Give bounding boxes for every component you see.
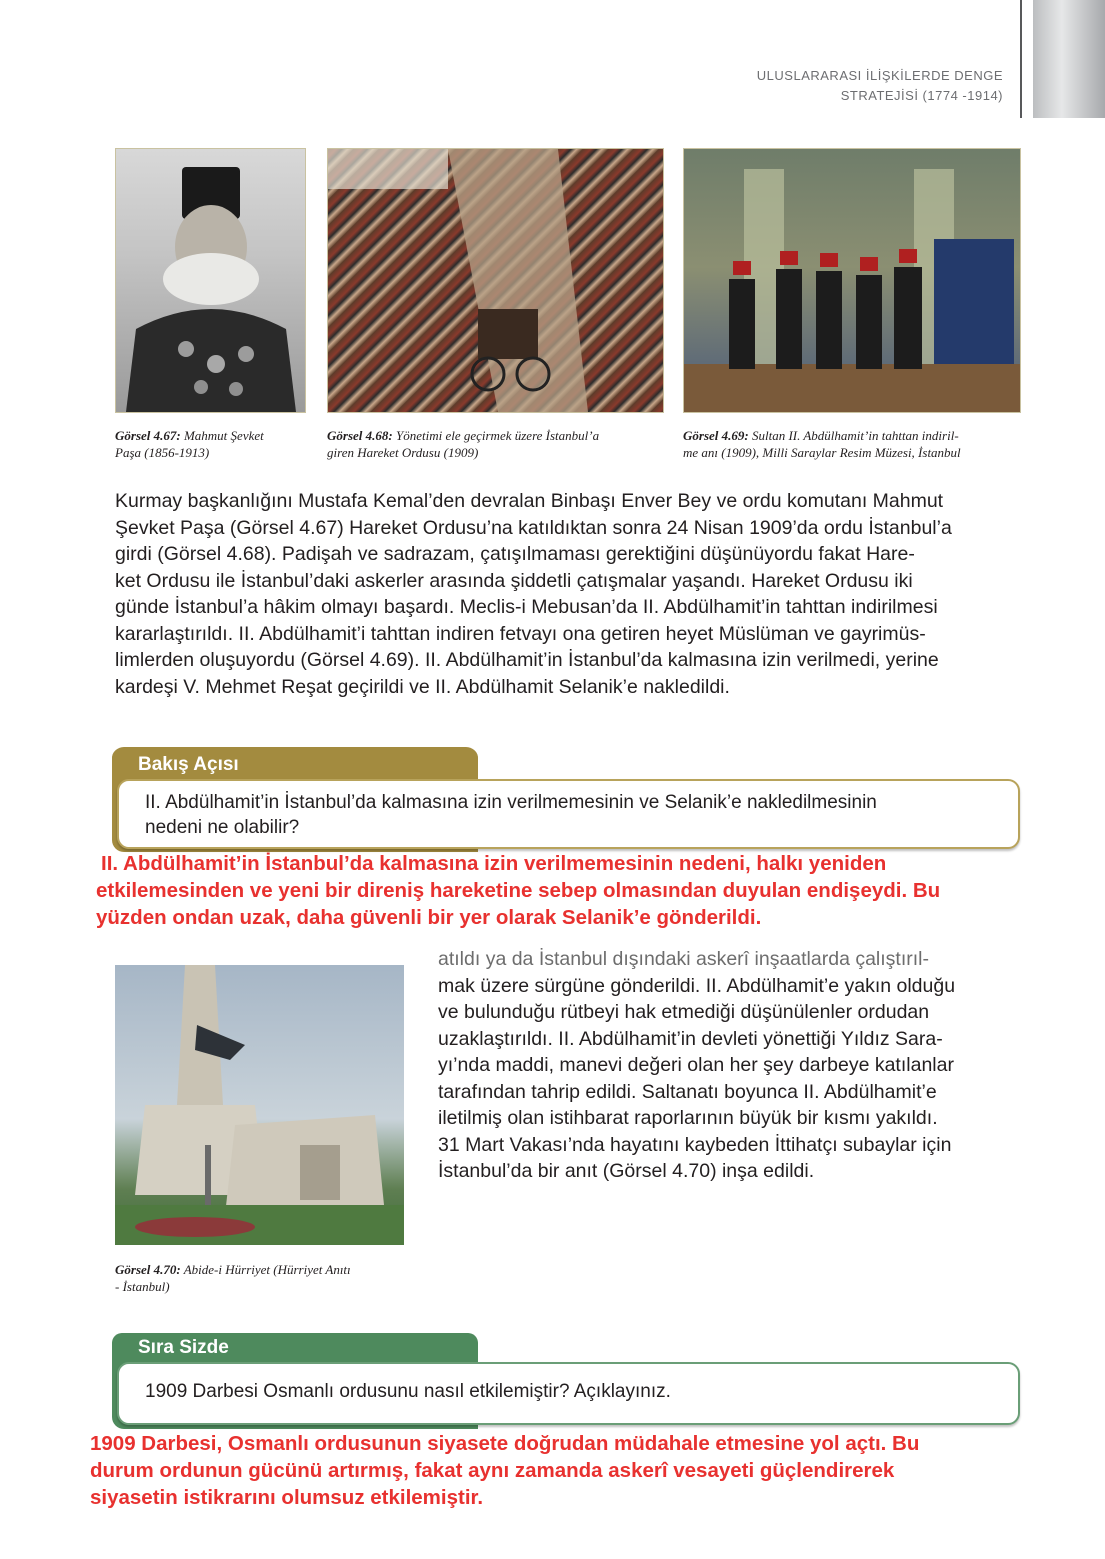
- caption-gorsel-4-70: Görsel 4.70: Abide-i Hürriyet (Hürriyet Anıtı - İstanbul): [115, 1262, 351, 1294]
- main-paragraph-line: kararlaştırıldı. II. Abdülhamit’i tahttan indiren fetvayı ona getiren heyet Müslüman ve gayrimüs-: [115, 622, 926, 645]
- main-paragraph-line: limlerden oluşuyordu (Görsel 4.69). II. Abdülhamit’in İstanbul’da kalmasına izin verilmedi, yerine: [115, 649, 939, 671]
- main-paragraph-line: Kurmay başkanlığını Mustafa Kemal’den devralan Binbaşı Enver Bey ve ordu komutanı Mahmut: [115, 490, 944, 512]
- caption-gorsel-4-69: Görsel 4.69: Sultan II. Abdülhamit’in tahttan indiril- me anı (1909), Milli Saraylar Resim Müzesi, İstanbul: [683, 428, 961, 460]
- caption-gorsel-4-68: Görsel 4.68: Yönetimi ele geçirmek üzere İstanbul’a giren Hareket Ordusu (1909): [327, 428, 600, 460]
- photo-hareket-ordusu: [327, 148, 664, 413]
- side-paragraph-line: İstanbul’da bir anıt (Görsel 4.70) inşa edildi.: [438, 1160, 815, 1182]
- question-line: nedeni ne olabilir?: [145, 817, 300, 838]
- answer-line: etkilemesinden ve yeni bir direniş hareketine sebep olmasından duyulan endişeydi. Bu: [96, 879, 941, 902]
- photo-abdulhamit-indirilis: [683, 148, 1021, 413]
- bakis-acisi-answer: [96, 850, 1036, 931]
- answer-line: 1909 Darbesi, Osmanlı ordusunun siyasete doğrudan müdahale etmesine yol açtı. Bu: [90, 1432, 920, 1455]
- sira-sizde-question: [117, 1362, 1020, 1425]
- question-line: II. Abdülhamit’in İstanbul’da kalmasına izin verilmemesinin ve Selanik’e nakledilmesinin: [145, 792, 877, 813]
- sira-sizde-title: Sıra Sizde: [112, 1333, 478, 1363]
- answer-line: II. Abdülhamit’in İstanbul’da kalmasına izin verilmemesinin nedeni, halkı yeniden: [101, 852, 887, 875]
- bakis-acisi-question: [117, 779, 1020, 849]
- answer-line: siyasetin istikrarını olumsuz etkilemiştir.: [90, 1486, 484, 1509]
- side-paragraph-line: uzaklaştırıldı. II. Abdülhamit’in devleti yönettiği Yıldız Sara-: [438, 1027, 943, 1050]
- answer-line: durum ordunun gücünü artırmış, fakat aynı zamanda askerî vesayeti güçlendirerek: [90, 1459, 895, 1482]
- chapter-title-line1: ULUSLARARASI İLİŞKİLERDE DENGE: [756, 68, 1003, 83]
- side-paragraph-line: mak üzere sürgüne gönderildi. II. Abdülhamit’e yakın olduğu: [438, 974, 956, 997]
- main-paragraph-line: girdi (Görsel 4.68). Padişah ve sadrazam, çatışılmaması gerektiğini düşünüyordu fakat Hare-: [115, 543, 915, 565]
- side-paragraph-line: atıldı ya da İstanbul dışındaki askerî inşaatlarda çalıştırıl-: [438, 948, 929, 970]
- photo-mahmut-sevket-pasa: [115, 148, 306, 413]
- side-paragraph-line: ve bulunduğu rütbeyi hak etmediği düşünülenler ordudan: [438, 1001, 930, 1023]
- side-paragraph-line: tarafından tahrip edildi. Saltanatı boyunca II. Abdülhamit’e: [438, 1080, 937, 1103]
- question-line: 1909 Darbesi Osmanlı ordusunu nasıl etkilemiştir? Açıklayınız.: [145, 1381, 671, 1402]
- bakis-acisi-title: Bakış Açısı: [112, 748, 478, 782]
- sira-sizde-answer: [90, 1430, 1040, 1511]
- side-paragraph-line: iletilmiş olan istihbarat raporlarının büyük bir kısmı yakıldı.: [438, 1107, 938, 1129]
- main-paragraph-line: Şevket Paşa (Görsel 4.67) Hareket Ordusu’na katıldıktan sonra 24 Nisan 1909’da ordu İstanbul’a: [115, 516, 952, 539]
- header-divider: [1020, 0, 1022, 118]
- header-decoration: [1033, 0, 1105, 118]
- main-paragraph: [115, 488, 1021, 700]
- side-paragraph-line: 31 Mart Vakası’nda hayatını kaybeden İttihatçı subaylar için: [438, 1133, 952, 1156]
- chapter-title-line2: STRATEJİSİ (1774 -1914): [840, 88, 1003, 103]
- photo-abide-i-hurriyet: [115, 965, 404, 1245]
- side-paragraph: [438, 948, 1020, 1185]
- main-paragraph-line: ket Ordusu ile İstanbul’daki askerler arasında şiddetli çatışmalar yaşandı. Hareket Ordusu iki: [115, 569, 913, 592]
- main-paragraph-line: kardeşi V. Mehmet Reşat geçirildi ve II. Abdülhamit Selanik’e nakledildi.: [115, 675, 730, 698]
- caption-gorsel-4-67: Görsel 4.67: Mahmut Şevket Paşa (1856-1913): [115, 428, 264, 460]
- answer-line: yüzden ondan uzak, daha güvenli bir yer olarak Selanik’e gönderildi.: [96, 906, 762, 929]
- side-paragraph-line: yı’nda maddi, manevi değeri olan her şey darbeye katılanlar: [438, 1054, 954, 1076]
- main-paragraph-line: günde İstanbul’a hâkim olmayı başardı. Meclis-i Mebusan’da II. Abdülhamit’in tahttan indirilmesi: [115, 596, 938, 618]
